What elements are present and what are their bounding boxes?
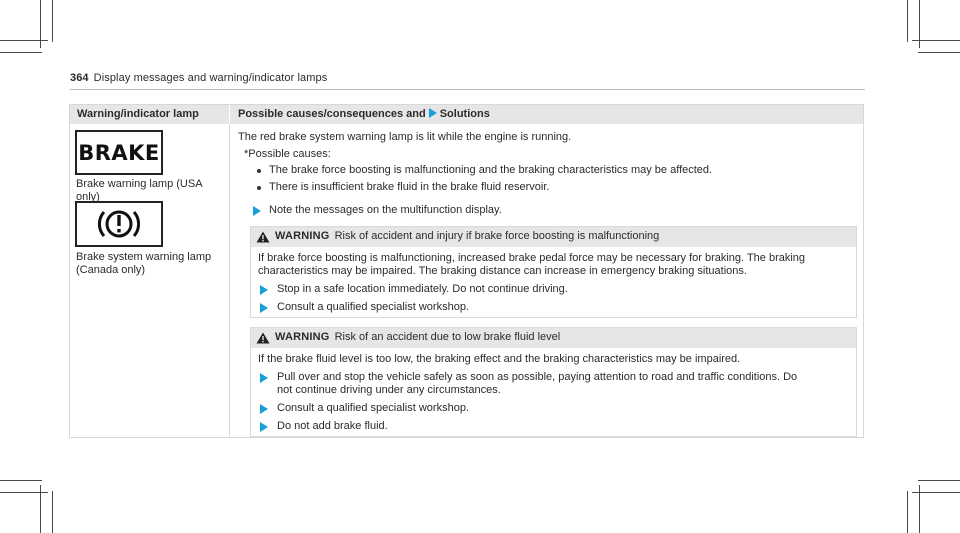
cause-item: There is insufficient brake fluid in the brake fluid reservoir. [269, 181, 550, 193]
crop-mark [912, 40, 960, 41]
page-number: 364 [70, 72, 89, 84]
instruction-arrow-icon [260, 373, 268, 383]
column-divider [229, 124, 230, 437]
warning-step: Consult a qualified specialist workshop. [277, 402, 469, 414]
crop-mark [907, 491, 908, 533]
column-header-causes [230, 105, 863, 124]
warning-body-line: characteristics may be impaired. The braking distance can increase in emergency braking situations. [258, 265, 747, 277]
warning-title-text: Risk of an accident due to low brake fluid level [334, 331, 561, 343]
possible-causes-label: *Possible causes: [244, 148, 331, 160]
column-header-causes-label: Possible causes/consequences and [238, 108, 426, 120]
crop-mark [0, 492, 48, 493]
warning-step-line: not continue driving under any circumstances. [277, 384, 501, 396]
brake-warning-lamp-icon: BRAKE [75, 130, 163, 175]
warning-lamp-table [69, 104, 864, 438]
warning-label: WARNING [275, 230, 330, 242]
crop-mark [0, 40, 48, 41]
warning-body [258, 252, 848, 278]
bullet-icon [257, 186, 261, 190]
brake-system-lamp-label-line: (Canada only) [76, 264, 146, 276]
warning-step [277, 371, 867, 397]
instruction-arrow-icon [260, 422, 268, 432]
crop-mark [52, 0, 53, 42]
brake-lamp-label-line: Brake warning lamp (USA [76, 178, 203, 190]
crop-mark [918, 52, 960, 53]
warning-box-brake-fluid [250, 327, 857, 437]
warning-body-line: If brake force boosting is malfunctioning, increased brake pedal force may be necessary for braking. The braking [258, 252, 806, 264]
warning-title [275, 331, 560, 343]
warning-triangle-icon [256, 332, 270, 344]
crop-mark [0, 480, 42, 481]
brake-system-warning-lamp-icon [75, 201, 163, 247]
crop-mark [918, 480, 960, 481]
bullet-icon [257, 169, 261, 173]
solutions-arrow-icon [429, 108, 437, 118]
solution-text: Note the messages on the multifunction display. [269, 204, 502, 216]
warning-label: WARNING [275, 331, 330, 343]
crop-mark [907, 0, 908, 42]
brake-system-lamp-label [76, 251, 211, 277]
header-divider [70, 89, 865, 90]
cause-item: The brake force boosting is malfunctioning and the braking characteristics may be affected. [269, 164, 713, 176]
header-divider-vertical [229, 105, 230, 124]
instruction-arrow-icon [260, 303, 268, 313]
page-header [70, 72, 327, 84]
warning-step: Consult a qualified specialist workshop. [277, 301, 469, 313]
column-header-lamp: Warning/indicator lamp [70, 105, 229, 124]
warning-step-line: Pull over and stop the vehicle safely as soon as possible, paying attention to road and traffic conditions. Do [277, 371, 798, 383]
instruction-arrow-icon [260, 285, 268, 295]
crop-mark [52, 491, 53, 533]
brake-system-lamp-label-line: Brake system warning lamp [76, 251, 212, 263]
warning-triangle-icon [256, 231, 270, 243]
crop-mark [0, 52, 42, 53]
instruction-arrow-icon [253, 206, 261, 216]
warning-body: If the brake fluid level is too low, the braking effect and the braking characteristics may be impaired. [258, 353, 741, 365]
warning-step: Stop in a safe location immediately. Do not continue driving. [277, 283, 568, 295]
brake-warning-circle-icon [77, 203, 161, 245]
brake-lamp-label-line: only) [76, 191, 100, 203]
section-title: Display messages and warning/indicator lamps [93, 72, 328, 84]
warning-title [275, 230, 659, 242]
column-header-solutions-label: Solutions [439, 108, 490, 120]
warning-box-brake-boost [250, 226, 857, 318]
warning-title-text: Risk of accident and injury if brake force boosting is malfunctioning [334, 230, 660, 242]
intro-text: The red brake system warning lamp is lit while the engine is running. [238, 131, 572, 143]
crop-mark [912, 492, 960, 493]
instruction-arrow-icon [260, 404, 268, 414]
warning-step: Do not add brake fluid. [277, 420, 388, 432]
